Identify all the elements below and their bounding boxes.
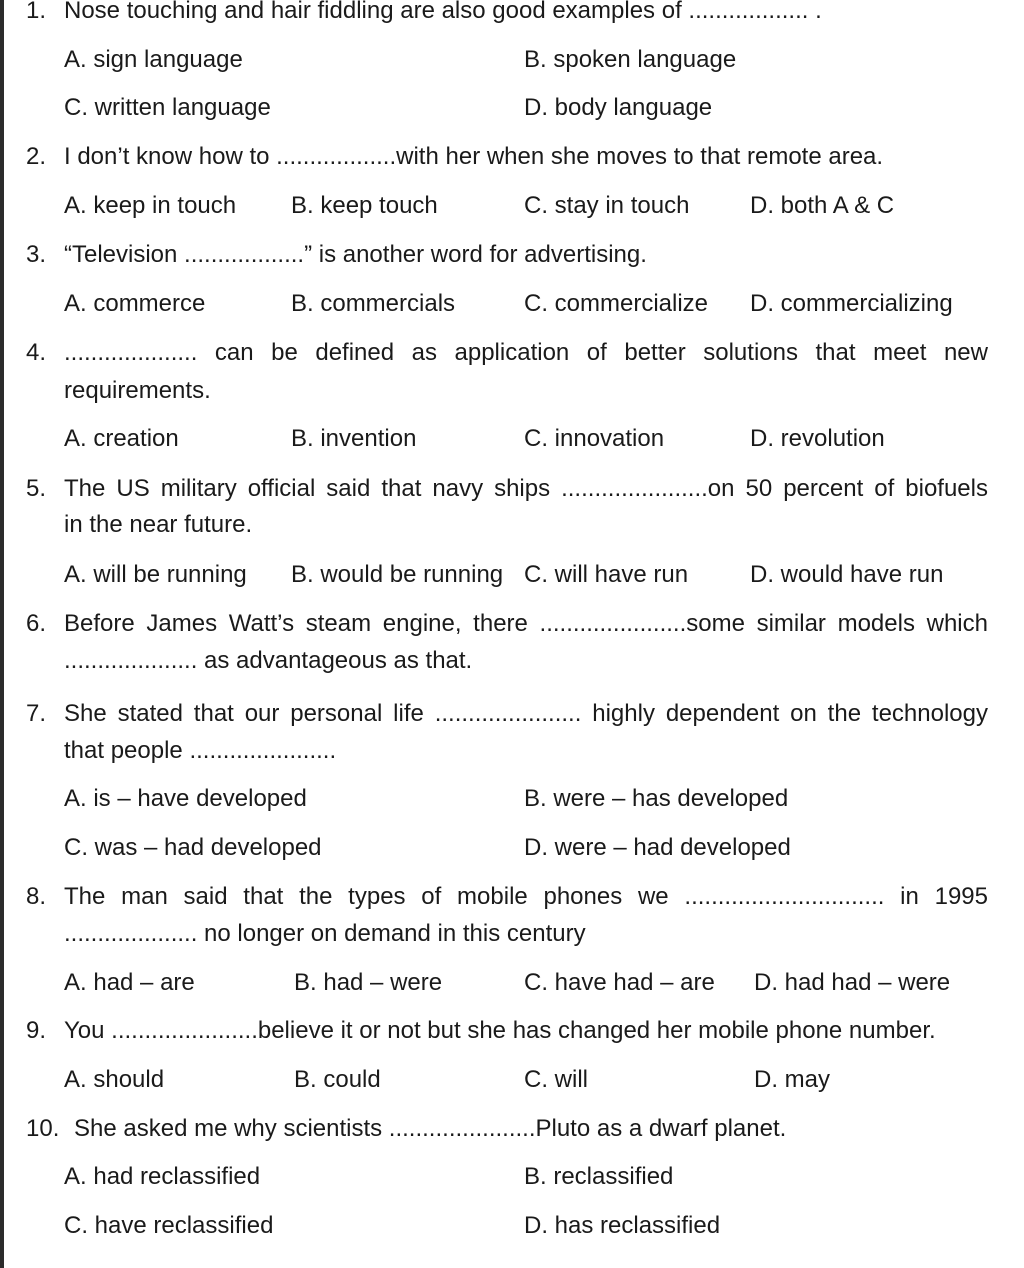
option-c: C. will have run xyxy=(524,561,689,588)
question-text-line-2: in the near future. xyxy=(64,511,253,538)
option-d: D. had had – were xyxy=(754,969,951,996)
question-text: You ......................believe it or not but she has changed her mobile phone number. xyxy=(64,1017,936,1044)
question-text-line-1: The man said that the types of mobile phones we .............................. in 1995 xyxy=(64,883,988,910)
option-b: B. invention xyxy=(291,425,417,452)
option-a: A. sign language xyxy=(64,46,243,73)
question-number: 2. xyxy=(26,143,47,170)
option-c: C. have reclassified xyxy=(64,1212,274,1239)
question-number: 6. xyxy=(26,610,47,637)
option-c: C. written language xyxy=(64,94,271,121)
option-b: B. were – has developed xyxy=(524,785,789,812)
option-b: B. could xyxy=(294,1066,381,1093)
option-c: C. innovation xyxy=(524,425,665,452)
question-text-line-2: requirements. xyxy=(64,377,211,404)
option-c: C. have had – are xyxy=(524,969,715,996)
option-d: D. revolution xyxy=(750,425,885,452)
option-b: B. reclassified xyxy=(524,1163,674,1190)
option-d: D. both A & C xyxy=(750,192,895,219)
option-c: C. will xyxy=(524,1066,588,1093)
option-b: B. spoken language xyxy=(524,46,737,73)
question-text: Nose touching and hair fiddling are also good examples of .................. . xyxy=(64,0,822,24)
option-a: A. had reclassified xyxy=(64,1163,261,1190)
question-number: 10. xyxy=(26,1115,60,1142)
question-number: 1. xyxy=(26,0,47,24)
question-number: 5. xyxy=(26,475,47,502)
question-text-line-1: .................... can be defined as application of better solutions that meet new xyxy=(64,339,988,366)
option-a: A. creation xyxy=(64,425,179,452)
option-b: B. keep touch xyxy=(291,192,438,219)
option-d: D. has reclassified xyxy=(524,1212,721,1239)
option-a: A. should xyxy=(64,1066,165,1093)
question-number: 3. xyxy=(26,241,47,268)
option-d: D. may xyxy=(754,1066,831,1093)
option-d: D. would have run xyxy=(750,561,944,588)
option-a: A. keep in touch xyxy=(64,192,237,219)
option-d: D. commercializing xyxy=(750,290,953,317)
option-a: A. had – are xyxy=(64,969,195,996)
option-b: B. commercials xyxy=(291,290,456,317)
option-b: B. had – were xyxy=(294,969,443,996)
question-text-line-2: .................... no longer on demand in this century xyxy=(64,920,586,947)
option-c: C. stay in touch xyxy=(524,192,690,219)
question-number: 8. xyxy=(26,883,47,910)
question-text-line-1: Before James Watt’s steam engine, there ......................some similar models which xyxy=(64,610,988,637)
option-b: B. would be running xyxy=(291,561,504,588)
question-number: 7. xyxy=(26,700,47,727)
question-text-line-1: She stated that our personal life ...................... highly dependent on the technology xyxy=(64,700,988,727)
option-a: A. will be running xyxy=(64,561,247,588)
question-number: 4. xyxy=(26,339,47,366)
option-d: D. were – had developed xyxy=(524,834,791,861)
option-a: A. is – have developed xyxy=(64,785,307,812)
question-text: I don’t know how to ..................with her when she moves to that remote area. xyxy=(64,143,884,170)
option-d: D. body language xyxy=(524,94,713,121)
question-text: “Television ..................” is another word for advertising. xyxy=(64,241,647,268)
option-c: C. commercialize xyxy=(524,290,709,317)
question-text: She asked me why scientists ......................Pluto as a dwarf planet. xyxy=(74,1115,787,1142)
question-number: 9. xyxy=(26,1017,47,1044)
question-text-line-1: The US military official said that navy ships ......................on 50 percent of biofuels xyxy=(64,475,988,502)
option-a: A. commerce xyxy=(64,290,206,317)
option-c: C. was – had developed xyxy=(64,834,322,861)
question-text-line-2: that people ...................... xyxy=(64,737,337,764)
question-text-line-2: .................... as advantageous as that. xyxy=(64,647,473,674)
